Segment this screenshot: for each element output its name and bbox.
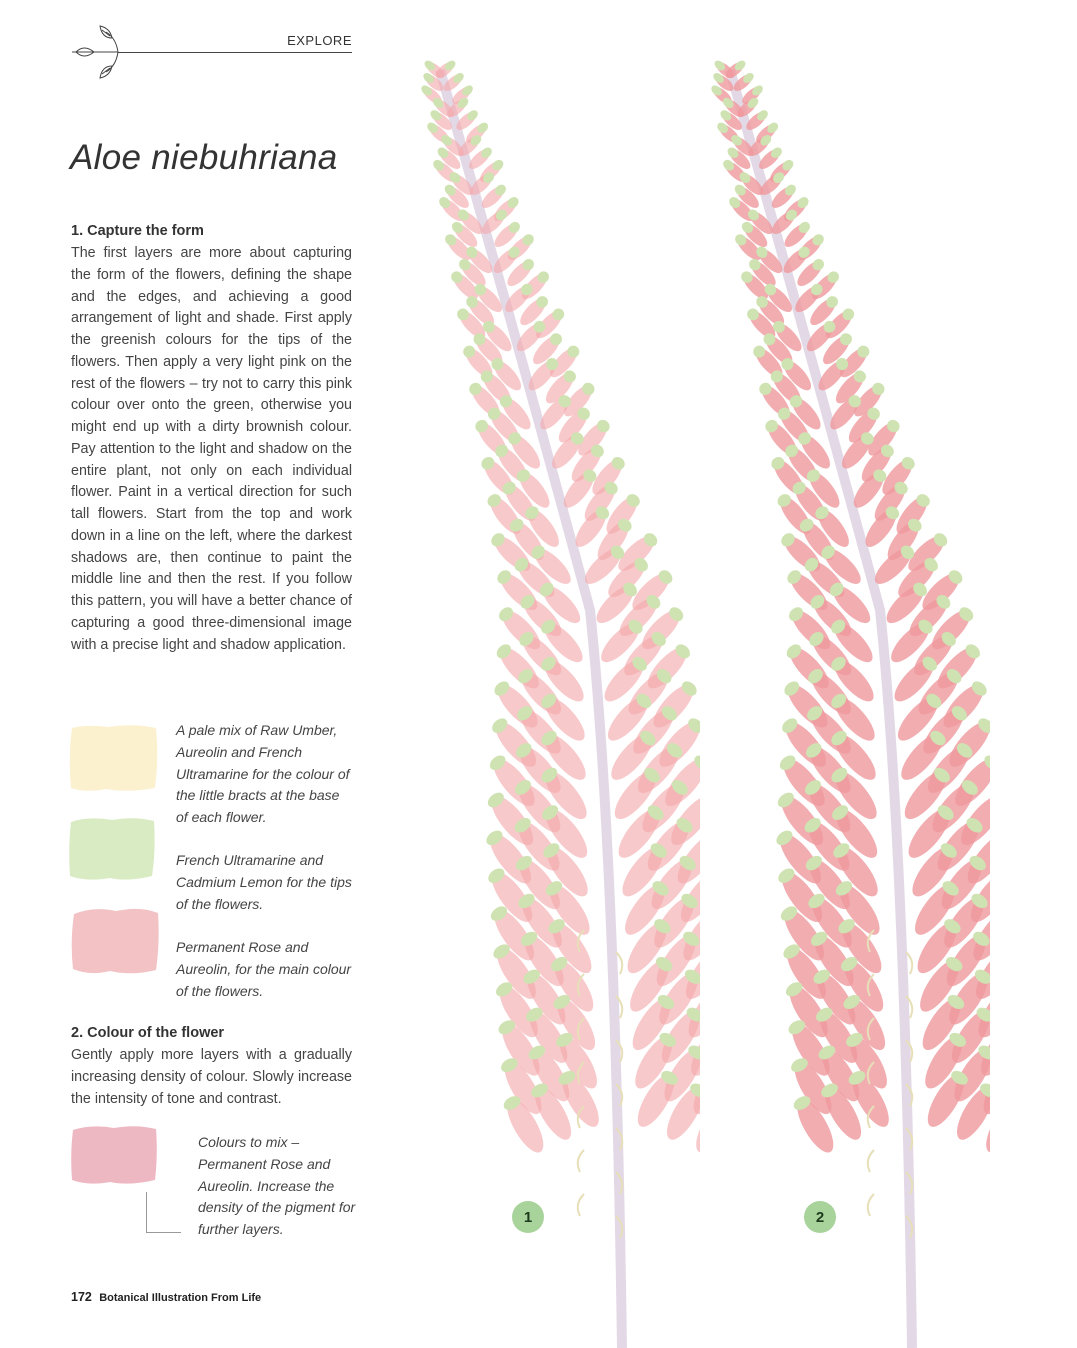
swatch-tips — [68, 816, 156, 882]
swatch-flowers — [70, 906, 160, 976]
swatch-tips-caption: French Ultramarine and Cadmium Lemon for the tips of the flowers. — [176, 852, 352, 912]
page-footer — [71, 1290, 261, 1304]
step-1-badge: 1 — [512, 1201, 544, 1233]
header-rule — [118, 52, 352, 53]
aloe-illustration-stage-2 — [690, 50, 990, 1348]
leaf-ornament-icon — [66, 22, 126, 82]
step2-body: Gently apply more layers with a gradually increasing density of colour. Slowly increase the intensity of tone and contrast. — [71, 1047, 352, 1107]
page-title: Aloe niebuhriana — [70, 138, 338, 177]
aloe-illustration-stage-1 — [400, 50, 700, 1348]
step2-heading: 2. Colour of the flower — [71, 1025, 225, 1041]
step1-heading: 1. Capture the form — [71, 223, 204, 239]
step1-body: The first layers are more about capturing the form of the flowers, defining the shape and the edges, and achieving a good arrangement of light and shade. First apply the greenish colours for the tips of the flowers. Then apply a very light pink on the rest of the flowers – try not to carry this pink colour over onto the green, otherwise you might end up with a dirty brownish colour. Pay attention to the light and shadow on the entire plant, not only on each individual flower. Paint in a vertical direction for such tall flowers. Start from the top and work down in a line on the left, where the darkest shadows are, then continue to paint the middle line and then the rest. If you follow this pattern, you will have a better chance of capturing a good three-dimensional image with a precise light and shadow application. — [71, 245, 352, 653]
page-number: 172 — [71, 1290, 92, 1304]
swatch-mix — [70, 1124, 158, 1186]
section-label: EXPLORE — [287, 33, 352, 48]
swatch-flowers-caption: Permanent Rose and Aureolin, for the main colour of the flowers. — [176, 939, 352, 999]
swatch-bracts — [68, 722, 160, 794]
step-2-badge: 2 — [804, 1201, 836, 1233]
book-title: Botanical Illustration From Life — [99, 1292, 262, 1304]
swatch-mix-caption: Colours to mix – Permanent Rose and Aureolin. Increase the density of the pigment for further layers. — [198, 1134, 356, 1237]
callout-line — [146, 1192, 181, 1233]
swatch-bracts-caption: A pale mix of Raw Umber, Aureolin and French Ultramarine for the colour of the little bracts at the base of each flower. — [176, 722, 350, 825]
